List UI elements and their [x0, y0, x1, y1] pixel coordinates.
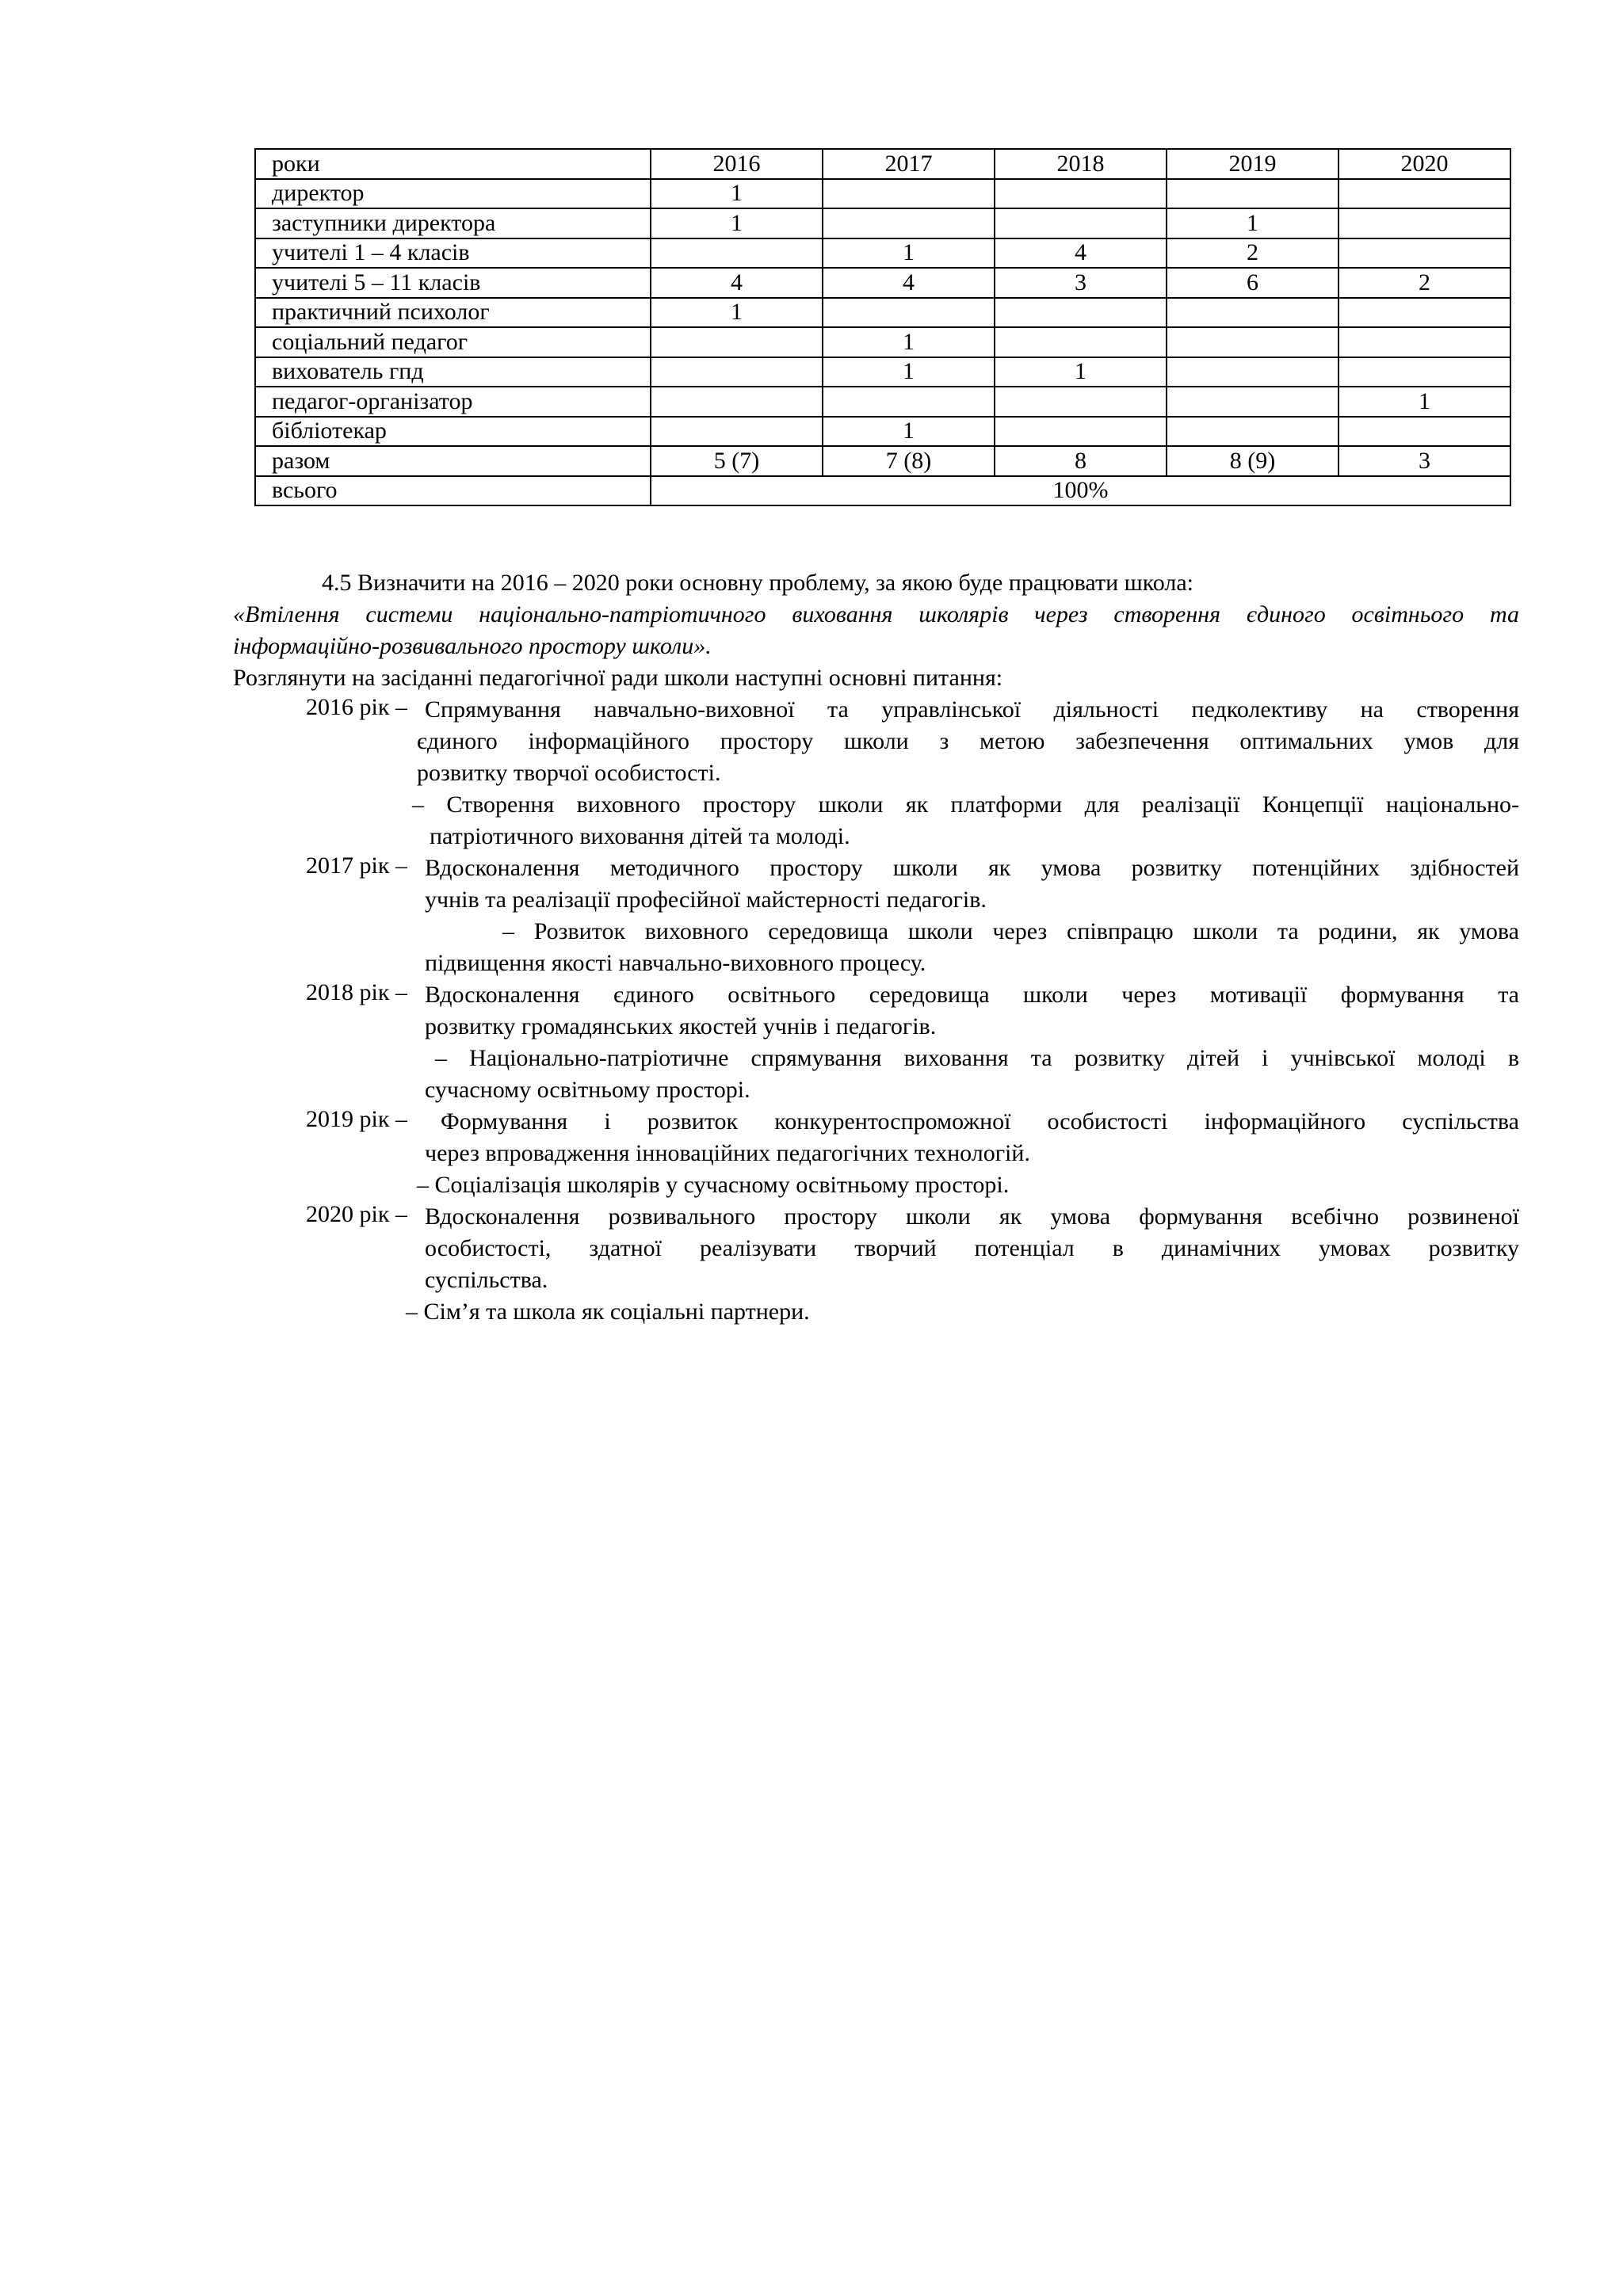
- value-cell: [651, 417, 823, 447]
- table-row: [255, 208, 1510, 238]
- year-2020-item: [233, 1201, 1519, 1233]
- year-text-line: учнів та реалізації професійної майстерності педагогів.: [425, 887, 987, 913]
- table-row: [255, 238, 1510, 269]
- value-cell: 1: [651, 179, 823, 209]
- year-text-line: підвищення якості навчально-виховного процесу.: [425, 950, 926, 976]
- value-cell: [823, 298, 995, 328]
- table-row: [255, 357, 1510, 387]
- value-cell: [1167, 298, 1338, 328]
- value-cell: [995, 179, 1167, 209]
- row-label-cell: роки: [255, 149, 651, 179]
- value-cell: 1: [651, 298, 823, 328]
- value-cell: 6: [1167, 268, 1338, 298]
- value-cell: 2016: [651, 149, 823, 179]
- year-text-line: – Сім’я та школа як соціальні партнери.: [406, 1299, 810, 1325]
- value-cell: 1: [823, 417, 995, 447]
- main-problem-line: інформаційно-розвивального простору школи».: [233, 633, 712, 659]
- table-row: [255, 179, 1510, 209]
- value-cell: 2: [1338, 268, 1510, 298]
- year-text-line: сучасному освітньому просторі.: [425, 1077, 750, 1103]
- year-text-line: через впровадження інноваційних педагогічних технологій.: [425, 1140, 1030, 1166]
- value-cell: [995, 208, 1167, 238]
- year-text-line: – Національно-патріотичне спрямування виховання та розвитку дітей і учнівської молоді в: [435, 1045, 1519, 1071]
- year-text-line: суспільства.: [425, 1267, 548, 1293]
- year-label: 2019 рік –: [306, 1106, 407, 1132]
- value-cell: [995, 327, 1167, 357]
- row-label-cell: директор: [255, 179, 651, 209]
- value-cell: [995, 387, 1167, 417]
- year-text-line: єдиного інформаційного простору школи з метою забезпечення оптимальних умов для: [417, 728, 1519, 754]
- value-cell: [1167, 387, 1338, 417]
- value-cell: 2018: [995, 149, 1167, 179]
- table-row: [255, 446, 1510, 476]
- row-label-cell: бібліотекар: [255, 417, 651, 447]
- value-cell: [1167, 357, 1338, 387]
- value-cell: 100%: [651, 476, 1510, 506]
- value-cell: [1167, 327, 1338, 357]
- value-cell: [823, 208, 995, 238]
- table-row: [255, 268, 1510, 298]
- year-2016-item: [233, 694, 1519, 726]
- value-cell: [651, 387, 823, 417]
- value-cell: 2019: [1167, 149, 1338, 179]
- value-cell: [1338, 298, 1510, 328]
- document-text: [233, 567, 1519, 1328]
- year-2018-item: [233, 979, 1519, 1011]
- value-cell: [995, 417, 1167, 447]
- row-label-cell: учителі 1 – 4 класів: [255, 238, 651, 269]
- value-cell: 1: [995, 357, 1167, 387]
- year-text-line: Вдосконалення розвивального простору школи як умова формування всебічно розвиненої: [425, 1203, 1519, 1230]
- value-cell: 3: [1338, 446, 1510, 476]
- value-cell: 5 (7): [651, 446, 823, 476]
- year-text-line: розвитку громадянських якостей учнів і педагогів.: [425, 1013, 937, 1039]
- year-label: 2017 рік –: [306, 852, 407, 879]
- value-cell: [1338, 238, 1510, 269]
- value-cell: 3: [995, 268, 1167, 298]
- intro-paragraph: 4.5 Визначити на 2016 – 2020 роки основну проблему, за якою буде працювати школа:: [322, 570, 1193, 596]
- value-cell: [1338, 417, 1510, 447]
- table-row: [255, 387, 1510, 417]
- year-text-line: – Соціалізація школярів у сучасному освітньому просторі.: [417, 1172, 1010, 1198]
- value-cell: 8 (9): [1167, 446, 1338, 476]
- year-text-line: розвитку творчої особистості.: [417, 760, 721, 786]
- value-cell: [651, 327, 823, 357]
- year-2019-item: [233, 1106, 1519, 1138]
- row-label-cell: учителі 5 – 11 класів: [255, 268, 651, 298]
- table-row: [255, 417, 1510, 447]
- row-label-cell: всього: [255, 476, 651, 506]
- table-row: [255, 327, 1510, 357]
- value-cell: 4: [823, 268, 995, 298]
- year-text-line: патріотичного виховання дітей та молоді.: [430, 823, 850, 849]
- year-label: 2020 рік –: [306, 1201, 407, 1227]
- row-label-cell: заступники директора: [255, 208, 651, 238]
- value-cell: [995, 298, 1167, 328]
- year-text-line: Спрямування навчально-виховної та управлінської діяльності педколективу на створення: [425, 696, 1519, 723]
- value-cell: [823, 387, 995, 417]
- year-label: 2016 рік –: [306, 694, 407, 720]
- value-cell: 1: [651, 208, 823, 238]
- year-text-line: – Розвиток виховного середовища школи через співпрацю школи та родини, як умова: [502, 918, 1519, 944]
- value-cell: 4: [651, 268, 823, 298]
- value-cell: [1338, 327, 1510, 357]
- row-label-cell: разом: [255, 446, 651, 476]
- table-header-row: [255, 149, 1510, 179]
- value-cell: [1167, 417, 1338, 447]
- year-text-line: Формування і розвиток конкурентоспроможної особистості інформаційного суспільства: [441, 1108, 1519, 1135]
- value-cell: 1: [823, 238, 995, 269]
- value-cell: 1: [823, 327, 995, 357]
- value-cell: 4: [995, 238, 1167, 269]
- value-cell: [1338, 208, 1510, 238]
- row-label-cell: практичний психолог: [255, 298, 651, 328]
- year-text-line: Вдосконалення методичного простору школи як умова розвитку потенційних здібностей: [425, 855, 1519, 881]
- value-cell: 8: [995, 446, 1167, 476]
- table-total-row: [255, 476, 1510, 506]
- row-label-cell: педагог-організатор: [255, 387, 651, 417]
- value-cell: 1: [1167, 208, 1338, 238]
- year-text-line: Вдосконалення єдиного освітнього середовища школи через мотивації формування та: [425, 982, 1519, 1008]
- value-cell: 2017: [823, 149, 995, 179]
- value-cell: [823, 179, 995, 209]
- year-text-line: – Створення виховного простору школи як платформи для реалізації Концепції національно-: [412, 791, 1519, 818]
- row-label-cell: соціальний педагог: [255, 327, 651, 357]
- staff-table: [254, 148, 1511, 506]
- value-cell: [651, 357, 823, 387]
- value-cell: 1: [1338, 387, 1510, 417]
- value-cell: 7 (8): [823, 446, 995, 476]
- staff-table-body: [255, 149, 1510, 505]
- main-problem-line: «Втілення системи національно-патріотичного виховання школярів через створення єдиного освітнього та: [233, 601, 1519, 627]
- value-cell: [651, 238, 823, 269]
- value-cell: 2020: [1338, 149, 1510, 179]
- year-label: 2018 рік –: [306, 979, 407, 1005]
- table-row: [255, 298, 1510, 328]
- value-cell: 2: [1167, 238, 1338, 269]
- value-cell: [1338, 179, 1510, 209]
- value-cell: [1167, 179, 1338, 209]
- year-2017-item: [233, 852, 1519, 884]
- value-cell: [1338, 357, 1510, 387]
- year-text-line: особистості, здатної реалізувати творчий потенціал в динамічних умовах розвитку: [425, 1235, 1519, 1261]
- value-cell: 1: [823, 357, 995, 387]
- row-label-cell: вихователь гпд: [255, 357, 651, 387]
- consider-paragraph: Розглянути на засіданні педагогічної ради школи наступні основні питання:: [233, 665, 1003, 691]
